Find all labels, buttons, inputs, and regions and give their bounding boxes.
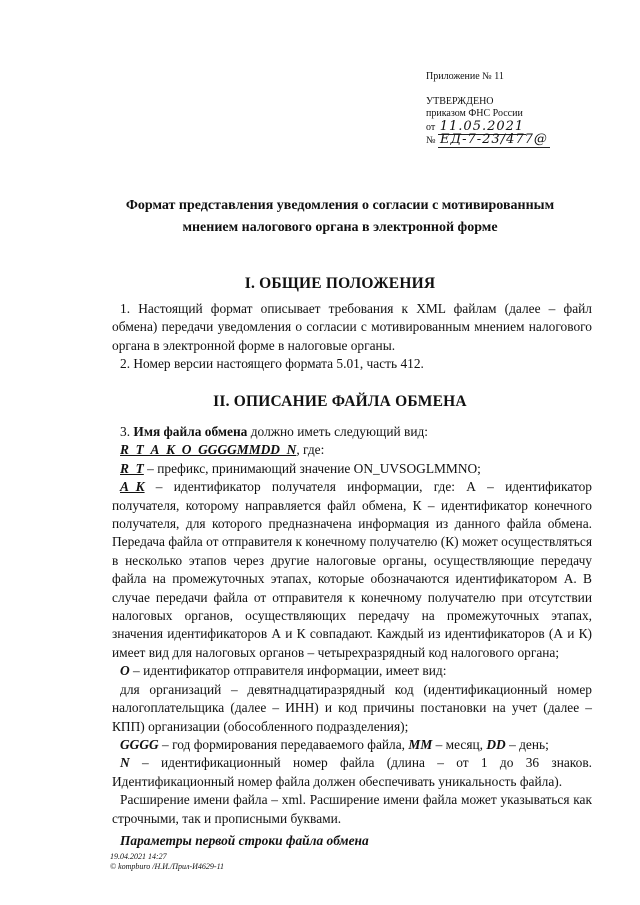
order-date-handwritten: 11.05.2021	[439, 118, 525, 134]
order-number-line	[426, 134, 550, 148]
o-definition: O – идентификатор отправителя информации, имеет вид:	[120, 663, 447, 679]
n-definition: N – идентификационный номер файла (длина – от 1 до 36 знаков. Идентификационный номер файла должен обеспечивать уникальность файла).	[112, 755, 593, 789]
file-name-pattern: R_T_A_K_O_GGGGMMDD_N, где:	[120, 442, 325, 458]
section-2-body	[112, 423, 592, 850]
order-number-handwritten: ЕД-7-23/477@	[440, 132, 548, 147]
title-line-2: мнением налогового органа в электронной форме	[182, 220, 498, 235]
approval-stamp	[426, 71, 550, 148]
ak-definition: A_K – идентификатор получателя информации, где: А – идентификатор получателя, которому направляется файл обмена, К – идентификатор конечного получателя, для которого предназначена информация из данного файла обмена. Передача файла от отправителя к конечному получателю (К) может осуществляться в несколько этапов через другие налоговые органы, осуществляющие передачу файла на промежуточных этапах, которые обозначаются идентификатором А. В случае передачи файла от отправителя к конечному получателю при отсутствии налоговых органов, осуществляющих передачу на промежуточных этапах, значения идентификаторов А и К совпадают. Каждый из идентификаторов (А и К) имеет вид для налоговых органов – четырехразрядный код налогового органа;	[112, 479, 592, 660]
section-1-body	[112, 300, 592, 374]
document-title	[60, 195, 620, 239]
date-parts-definition: GGGG – год формирования передаваемого файла, MM – месяц, DD – день;	[120, 736, 549, 752]
date-prefix: от	[426, 121, 436, 133]
title-line-1: Формат представления уведомления о согласии с мотивированным	[125, 198, 555, 213]
org-code-text: для организаций – девятнадцатиразрядный код (идентификационный номер налогоплательщика (далее – ИНН) и код причины постановки на учет (далее – КПП) организации (обособленного подразделения);	[112, 681, 592, 734]
section-1-heading: I. ОБЩИЕ ПОЛОЖЕНИЯ	[244, 275, 436, 292]
order-label: приказом ФНС России	[426, 108, 523, 119]
appendix-label: Приложение № 11	[426, 71, 504, 82]
file-name-term: Имя файла обмена	[133, 424, 248, 439]
extension-text: Расширение имени файла – xml. Расширение имени файла может указываться как строчными, так и прописными буквами.	[112, 792, 592, 826]
number-prefix: №	[426, 135, 436, 146]
footer-timestamp: 19.04.2021 14:27	[110, 852, 167, 861]
print-footer	[110, 852, 224, 872]
footer-file-ref: © kompburo /Н.И./Прил-И4629-11	[110, 862, 224, 871]
approved-label: УТВЕРЖДЕНО	[426, 95, 494, 107]
first-line-params-heading: Параметры первой строки файла обмена	[120, 832, 369, 848]
rt-definition: R_T – префикс, принимающий значение ON_UVSOGLMMNO;	[120, 460, 481, 476]
paragraph-2: 2. Номер версии настоящего формата 5.01, часть 412.	[120, 356, 424, 372]
paragraph-3: 3. Имя файла обмена должно иметь следующий вид:	[120, 424, 429, 439]
section-2-heading: II. ОПИСАНИЕ ФАЙЛА ОБМЕНА	[213, 393, 467, 410]
paragraph-1: 1. Настоящий формат описывает требования к XML файлам (далее – файл обмена) передачи уведомления о согласии с мотивированным мнением налогового органа в электронной форме в налоговые органы.	[112, 301, 592, 353]
